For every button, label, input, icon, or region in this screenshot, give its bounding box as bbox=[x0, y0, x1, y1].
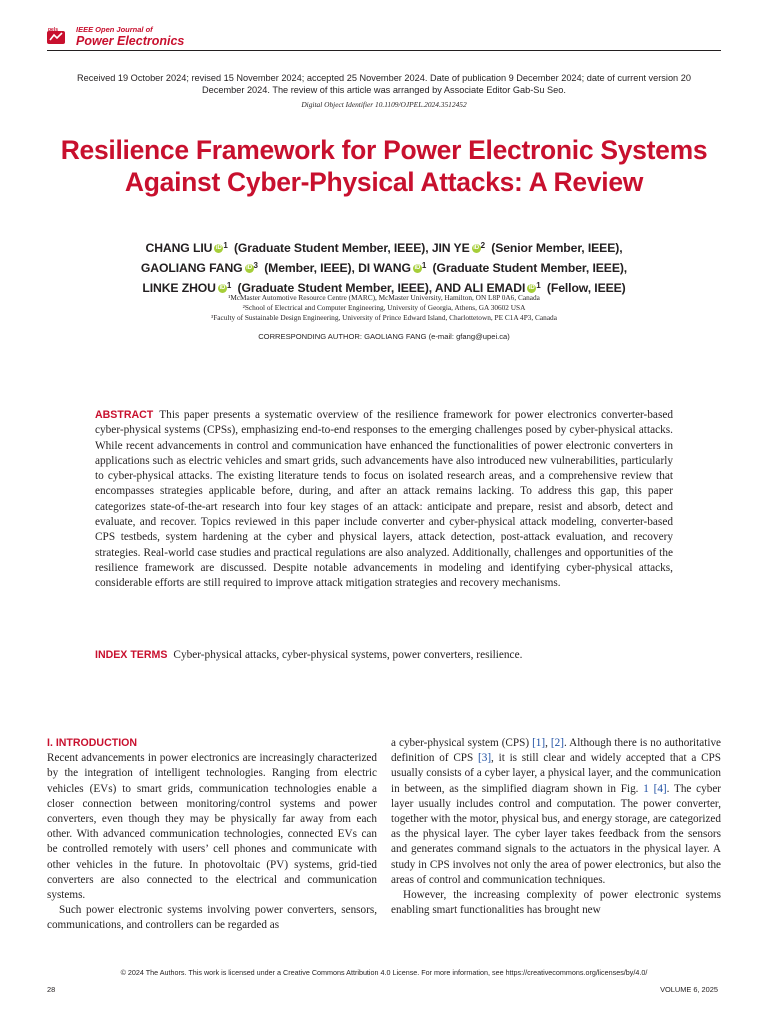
header-divider bbox=[47, 50, 721, 51]
author-name: LINKE ZHOU bbox=[142, 281, 216, 295]
author-affil-sup: 3 bbox=[253, 261, 258, 270]
affiliation-line: ²School of Electrical and Computer Engineering, University of Georgia, Athens, GA 30602 USA bbox=[242, 303, 526, 312]
figure-link[interactable]: 1 bbox=[643, 782, 649, 795]
paragraph: Such power electronic systems involving power converters, sensors, communications, and controllers can be regarded as bbox=[47, 904, 377, 932]
corresponding-author: CORRESPONDING AUTHOR: GAOLIANG FANG (e-mail: gfang@upei.ca) bbox=[258, 332, 510, 341]
text-run: . Although there is no authoritative definition of CPS bbox=[391, 737, 721, 765]
right-column bbox=[391, 736, 721, 918]
author-role: (Graduate Student Member, IEEE), bbox=[237, 281, 433, 295]
author-affil-sup: 1 bbox=[226, 281, 232, 290]
citation-link[interactable]: [4] bbox=[653, 782, 667, 795]
citation-link[interactable]: [1] bbox=[532, 737, 546, 749]
abstract-text: This paper presents a systematic overview of the resilience framework for power electronics converter-based cyber-physical systems (CPSs), emphasizing end-to-end responses to the emerging challenges posed by cyber-physical attacks. While recent advancements in control and communication have enhanced the functionalities of power electronic converters in applications such as electric vehicles and smart grids, such advancements have also introduced new vulnerabilities, particularly to cyber-physical attacks. The existing literature tends to focus on isolated research areas, and a comprehensive review that encompasses strategies applicable before, during, and after an attack remains lacking. To address this gap, this paper categorizes state-of-the-art research into four key stages of an attack: anticipate and prepare, resist and absorb, detect and evaluate, and recover. Topics reviewed in this paper include converter and cyber-physical attack modeling, converter-based CPS testbeds, system hardening at the cyber and physical layers, attack detection, post-attack evaluation, and recovery strategies. Real-world case studies and practical regulations are also analyzed. Additionally, challenges and opportunities of the resilience framework are discussed. Despite notable advancements in modeling and identifying cyber-physical attacks, considerable efforts are still required to improve attack mitigation strategies and recovery mechanisms. bbox=[95, 409, 673, 590]
author-role: (Fellow, IEEE) bbox=[546, 281, 626, 295]
affiliations bbox=[60, 293, 708, 323]
received-info: Received 19 October 2024; revised 15 November 2024; accepted 25 November 2024. Date of publication 9 December 2024; date of current version 20 December 2024. The review of this article was arranged by Associate Editor Gab-Su Seo. bbox=[77, 73, 691, 95]
author-affil-sup: 1 bbox=[223, 241, 228, 250]
index-terms bbox=[95, 648, 673, 663]
text-run: , bbox=[545, 737, 551, 749]
author-name: CHANG LIU bbox=[145, 241, 213, 255]
author-role: (Senior Member, IEEE), bbox=[491, 241, 623, 255]
author-name: DI WANG bbox=[358, 261, 411, 275]
orcid-icon[interactable]: iD bbox=[528, 285, 535, 291]
citation-link[interactable]: [3] bbox=[478, 752, 492, 765]
orcid-icon[interactable]: iD bbox=[219, 285, 226, 291]
journal-name[interactable]: Power Electronics bbox=[76, 34, 185, 48]
orcid-icon[interactable]: iD bbox=[414, 265, 421, 271]
page-number: 28 bbox=[47, 985, 56, 994]
author-role: (Graduate Student Member, IEEE), bbox=[233, 241, 429, 255]
logo-text: pels bbox=[48, 27, 59, 33]
orcid-icon[interactable]: iD bbox=[473, 245, 480, 251]
author-name: AND ALI EMADI bbox=[434, 281, 526, 295]
affiliation-line: ¹McMaster Automotive Resource Centre (MARC), McMaster University, Hamilton, ON L8P 0A6, Canada bbox=[228, 293, 540, 302]
author-affil-sup: 1 bbox=[421, 261, 427, 270]
orcid-icon[interactable]: iD bbox=[246, 265, 252, 271]
affiliation-line: ³Faculty of Sustainable Design Engineering, University of Prince Edward Island, Charlottetown, PE C1A 4P3, Canada bbox=[211, 313, 557, 322]
index-terms-label: INDEX TERMS bbox=[95, 649, 168, 661]
paragraph: However, the increasing complexity of power electronic systems enabling smart functionalities has brought new bbox=[391, 889, 721, 917]
author-role: (Member, IEEE), bbox=[264, 261, 355, 275]
text-run: , it is still clear and widely accepted that a CPS usually consists of a cyber layer, a physical layer, and the communication in between, as the simplified diagram shown in Fig. bbox=[391, 752, 721, 795]
article-title: Resilience Framework for Power Electronic Systems Against Cyber-Physical Attacks: A Review bbox=[60, 135, 708, 197]
doi[interactable]: Digital Object Identifier 10.1109/OJPEL.2024.3512452 bbox=[301, 100, 467, 109]
author-name: GAOLIANG FANG bbox=[140, 261, 243, 275]
citation-link[interactable]: [2] bbox=[550, 737, 564, 749]
index-terms-text: Cyber-physical attacks, cyber-physical systems, power converters, resilience. bbox=[173, 649, 523, 661]
left-column bbox=[47, 736, 377, 934]
text-run: . The cyber layer usually includes control and computation. The power converter, together with the motor, physical bus, and energy storage, are categorized as the physical layer. The cyber layer takes feedback from the sensors and generates command signals to the actuators in the physical layer. A study in CPS involves not only the area of power electronics, but also the areas of control and communication techniques. bbox=[391, 782, 722, 886]
pels-logo bbox=[47, 26, 65, 44]
text-run: a cyber-physical system (CPS) bbox=[391, 737, 533, 749]
orcid-icon[interactable]: iD bbox=[215, 245, 222, 251]
author-role: (Graduate Student Member, IEEE), bbox=[432, 261, 628, 275]
author-name: JIN YE bbox=[431, 241, 470, 255]
author-affil-sup: 1 bbox=[536, 281, 541, 290]
author-list bbox=[40, 237, 728, 297]
license-note: © 2024 The Authors. This work is licensed under a Creative Commons Attribution 4.0 License. For more information, see https://creativecommons.org/licenses/by/4.0/ bbox=[120, 968, 648, 977]
abstract-label: ABSTRACT bbox=[95, 409, 154, 421]
journal-top: IEEE Open Journal of bbox=[76, 25, 153, 34]
paragraph bbox=[391, 736, 721, 888]
volume-info: VOLUME 6, 2025 bbox=[660, 985, 718, 994]
abstract bbox=[95, 408, 673, 592]
paragraph: Recent advancements in power electronics are increasingly characterized by the integration of intelligent technologies. Ranging from electric vehicles (EVs) to smart grids, communication technologies enable a closer connection between monitoring/control systems and power converters, even though they may be physically far away from each other. With advanced communication technologies, connected EVs can be controlled remotely with users’ cell phones and communicate with other vehicles in the future. In photovoltaic (PV) systems, grid-tied converters are also connected to the electrical and communication systems. bbox=[47, 752, 377, 902]
author-affil-sup: 2 bbox=[480, 241, 485, 250]
section-heading: I. INTRODUCTION bbox=[47, 737, 138, 749]
